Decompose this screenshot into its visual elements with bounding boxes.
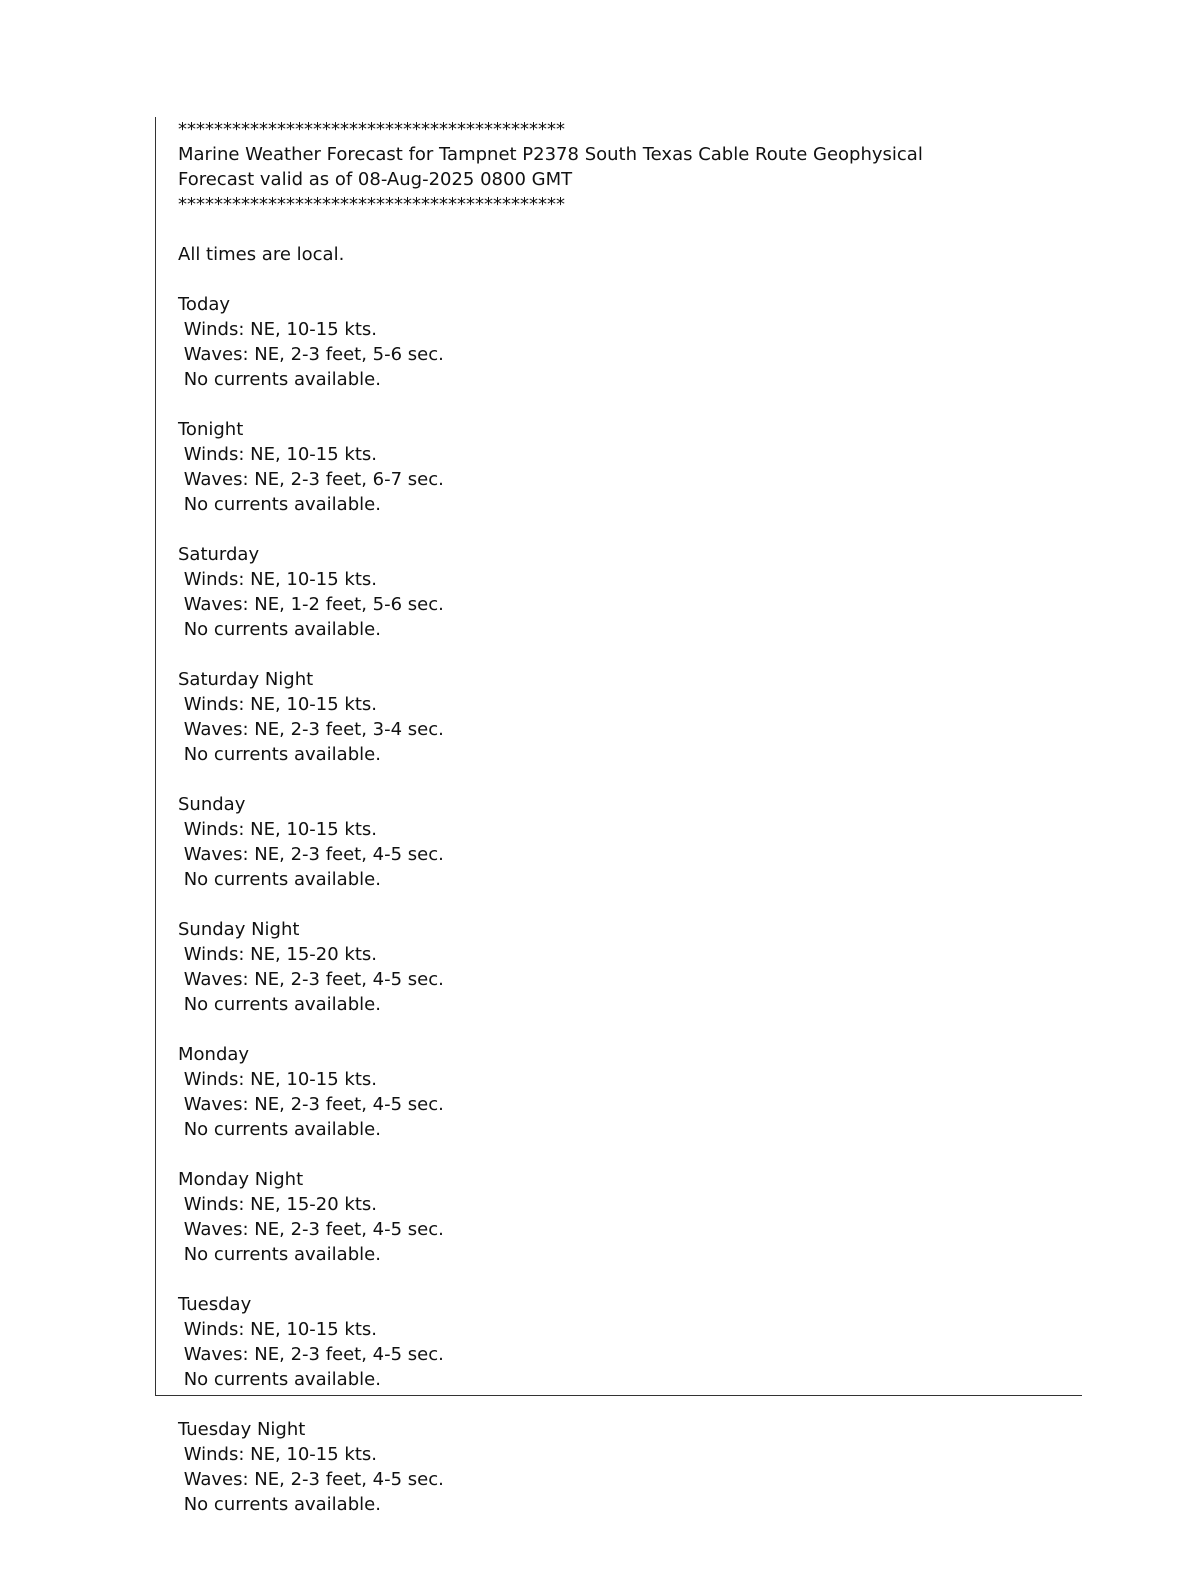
forecast-period xyxy=(178,542,923,667)
period-winds: Winds: NE, 10-15 kts. xyxy=(178,569,378,590)
period-name: Saturday Night xyxy=(178,669,314,690)
blank-line xyxy=(178,642,923,667)
period-currents: No currents available. xyxy=(178,1119,381,1140)
period-waves: Waves: NE, 2-3 feet, 4-5 sec. xyxy=(178,1469,444,1490)
period-winds: Winds: NE, 10-15 kts. xyxy=(178,819,378,840)
forecast-valid-time: Forecast valid as of 08-Aug-2025 0800 GMT xyxy=(178,169,573,190)
period-waves: Waves: NE, 1-2 feet, 5-6 sec. xyxy=(178,594,444,615)
period-winds: Winds: NE, 10-15 kts. xyxy=(178,444,378,465)
forecast-period xyxy=(178,417,923,542)
period-waves: Waves: NE, 2-3 feet, 4-5 sec. xyxy=(178,1344,444,1365)
period-currents: No currents available. xyxy=(178,1494,381,1515)
period-winds: Winds: NE, 15-20 kts. xyxy=(178,1194,378,1215)
period-name: Tuesday Night xyxy=(178,1419,306,1440)
forecast-period xyxy=(178,1167,923,1292)
forecast-period xyxy=(178,667,923,792)
period-waves: Waves: NE, 2-3 feet, 6-7 sec. xyxy=(178,469,444,490)
blank-line xyxy=(178,517,923,542)
blank-line xyxy=(178,767,923,792)
period-waves: Waves: NE, 2-3 feet, 5-6 sec. xyxy=(178,344,444,365)
period-name: Tuesday xyxy=(178,1294,252,1315)
forecast-period xyxy=(178,1042,923,1167)
forecast-period xyxy=(178,792,923,917)
period-currents: No currents available. xyxy=(178,619,381,640)
period-name: Monday xyxy=(178,1044,250,1065)
period-currents: No currents available. xyxy=(178,494,381,515)
period-currents: No currents available. xyxy=(178,869,381,890)
period-currents: No currents available. xyxy=(178,369,381,390)
period-name: Monday Night xyxy=(178,1169,304,1190)
asterisk-divider-top: ******************************************* xyxy=(178,119,565,140)
period-winds: Winds: NE, 10-15 kts. xyxy=(178,1319,378,1340)
forecast-title: Marine Weather Forecast for Tampnet P2378 South Texas Cable Route Geophysical xyxy=(178,144,923,165)
period-waves: Waves: NE, 2-3 feet, 3-4 sec. xyxy=(178,719,444,740)
forecast-period xyxy=(178,292,923,417)
period-currents: No currents available. xyxy=(178,1244,381,1265)
period-name: Sunday xyxy=(178,794,246,815)
period-winds: Winds: NE, 10-15 kts. xyxy=(178,319,378,340)
period-winds: Winds: NE, 10-15 kts. xyxy=(178,1069,378,1090)
period-waves: Waves: NE, 2-3 feet, 4-5 sec. xyxy=(178,1094,444,1115)
period-name: Sunday Night xyxy=(178,919,300,940)
period-winds: Winds: NE, 10-15 kts. xyxy=(178,1444,378,1465)
blank-line xyxy=(178,892,923,917)
period-name: Today xyxy=(178,294,231,315)
period-winds: Winds: NE, 15-20 kts. xyxy=(178,944,378,965)
period-winds: Winds: NE, 10-15 kts. xyxy=(178,694,378,715)
period-name: Tonight xyxy=(178,419,244,440)
period-currents: No currents available. xyxy=(178,1369,381,1390)
period-currents: No currents available. xyxy=(178,994,381,1015)
period-currents: No currents available. xyxy=(178,744,381,765)
forecast-period xyxy=(178,1417,923,1542)
period-waves: Waves: NE, 2-3 feet, 4-5 sec. xyxy=(178,1219,444,1240)
asterisk-divider-bottom: ******************************************* xyxy=(178,194,565,215)
blank-line xyxy=(178,1142,923,1167)
blank-line xyxy=(178,392,923,417)
time-note: All times are local. xyxy=(178,244,345,265)
period-waves: Waves: NE, 2-3 feet, 4-5 sec. xyxy=(178,969,444,990)
period-waves: Waves: NE, 2-3 feet, 4-5 sec. xyxy=(178,844,444,865)
forecast-period xyxy=(178,917,923,1042)
forecast-periods xyxy=(178,292,923,1542)
blank-line xyxy=(178,1517,923,1542)
blank-line xyxy=(178,1267,923,1292)
blank-line xyxy=(178,1392,923,1417)
blank-line xyxy=(178,1017,923,1042)
forecast-document xyxy=(178,117,923,1542)
blank-line xyxy=(178,267,923,292)
forecast-period xyxy=(178,1292,923,1417)
blank-line xyxy=(178,217,923,242)
period-name: Saturday xyxy=(178,544,260,565)
